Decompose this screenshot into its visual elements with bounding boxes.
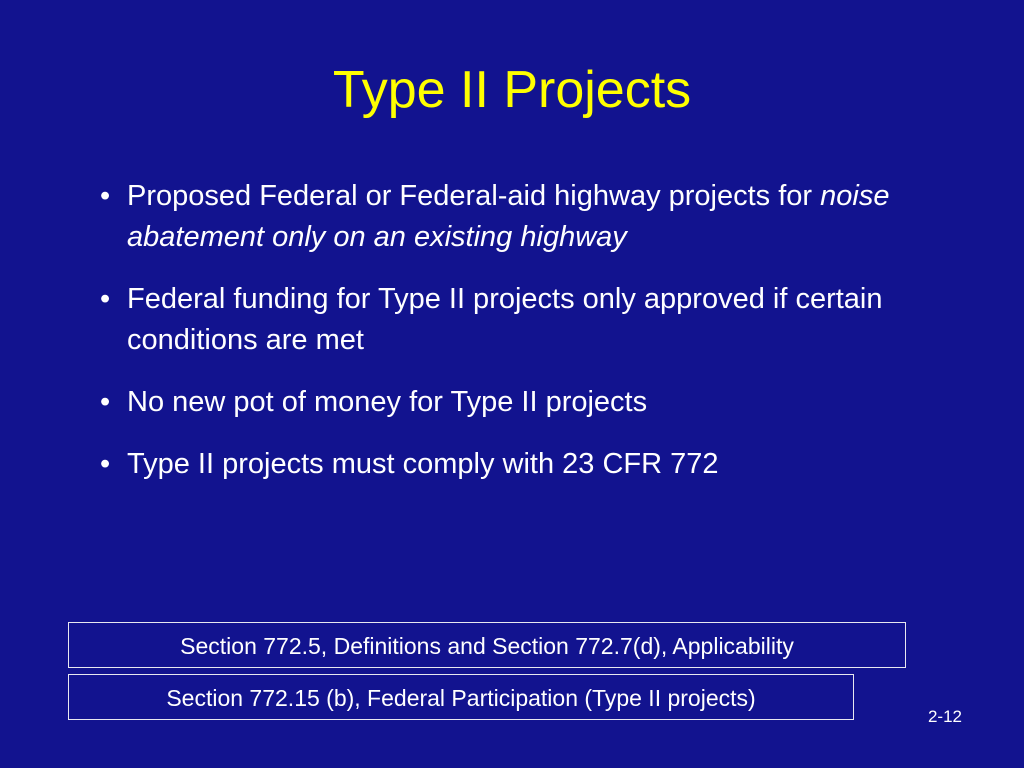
bullet-item bbox=[100, 382, 930, 423]
bullet-item bbox=[100, 279, 930, 361]
bullet-list bbox=[100, 176, 930, 506]
bullet-text: Type II projects must comply with 23 CFR 772 bbox=[127, 448, 719, 480]
reference-box-federal-participation: Section 772.15 (b), Federal Participation (Type II projects) bbox=[68, 674, 854, 720]
bullet-text: Proposed Federal or Federal-aid highway projects for bbox=[127, 180, 821, 212]
bullet-marker: • bbox=[100, 448, 111, 480]
bullet-marker: • bbox=[100, 180, 111, 212]
bullet-item bbox=[100, 444, 930, 485]
bullet-marker: • bbox=[100, 386, 111, 418]
bullet-item bbox=[100, 176, 930, 258]
bullet-text: No new pot of money for Type II projects bbox=[127, 386, 648, 418]
bullet-text-italic: noise abatement only on an existing highway bbox=[127, 180, 890, 253]
page-number: 2-12 bbox=[927, 707, 962, 726]
reference-box-definitions: Section 772.5, Definitions and Section 772.7(d), Applicability bbox=[68, 622, 906, 668]
bullet-text: Federal funding for Type II projects only approved if certain conditions are met bbox=[127, 283, 883, 356]
bullet-marker: • bbox=[100, 283, 111, 315]
slide-title: Type II Projects bbox=[332, 61, 692, 119]
